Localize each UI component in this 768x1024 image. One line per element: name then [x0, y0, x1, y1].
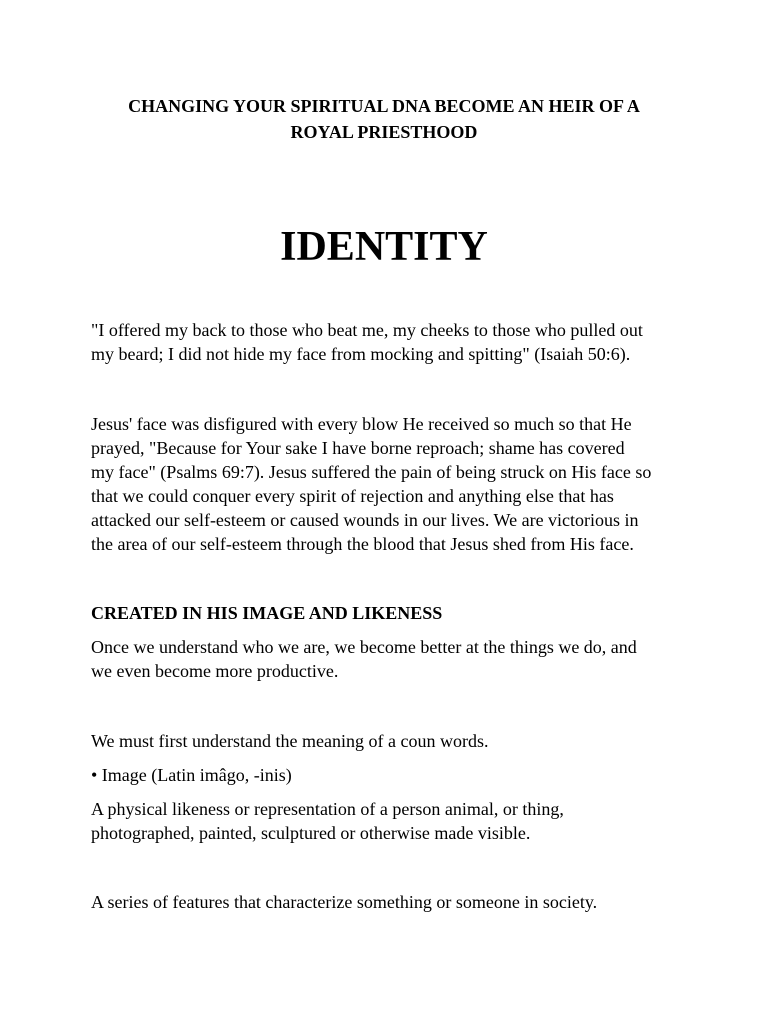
paragraph-line: A series of features that characterize something or someone in society.: [91, 892, 598, 912]
paragraph-line: we even become more productive.: [91, 661, 339, 681]
chapter-heading: IDENTITY: [280, 224, 488, 270]
paragraph-line: "I offered my back to those who beat me, my cheeks to those who pulled out: [91, 320, 643, 340]
scripture-quote: [91, 318, 691, 366]
paragraph-series: [91, 890, 691, 914]
paragraph-line: my beard; I did not hide my face from mocking and spitting" (Isaiah 50:6).: [91, 344, 631, 364]
paragraph-line: photographed, painted, sculptured or otherwise made visible.: [91, 823, 531, 843]
paragraph-line: attacked our self-esteem or caused wounds in our lives. We are victorious in: [91, 510, 639, 530]
bullet-item-image: [91, 763, 691, 787]
paragraph-line: A physical likeness or representation of a person animal, or thing,: [91, 799, 564, 819]
paragraph-line: prayed, "Because for Your sake I have borne reproach; shame has covered: [91, 438, 625, 458]
paragraph-line: that we could conquer every spirit of rejection and anything else that has: [91, 486, 614, 506]
document-title: [80, 93, 688, 145]
paragraph-definition: [91, 797, 691, 845]
section-heading: CREATED IN HIS IMAGE AND LIKENESS: [91, 603, 443, 623]
paragraph-meaning: [91, 729, 691, 753]
paragraph-line: the area of our self-esteem through the blood that Jesus shed from His face.: [91, 534, 634, 554]
paragraph-line: Once we understand who we are, we become better at the things we do, and: [91, 637, 637, 657]
document-title-line: ROYAL PRIESTHOOD: [290, 122, 478, 142]
bullet-line: • Image (Latin imâgo, -inis): [91, 765, 292, 785]
paragraph-line: We must first understand the meaning of a coun words.: [91, 731, 489, 751]
paragraph-line: my face" (Psalms 69:7). Jesus suffered the pain of being struck on His face so: [91, 462, 652, 482]
paragraph-understand: [91, 635, 691, 683]
document-title-line: CHANGING YOUR SPIRITUAL DNA BECOME AN HEIR OF A: [128, 96, 640, 116]
paragraph-line: Jesus' face was disfigured with every blow He received so much so that He: [91, 414, 632, 434]
paragraph-jesus-face: [91, 412, 691, 556]
